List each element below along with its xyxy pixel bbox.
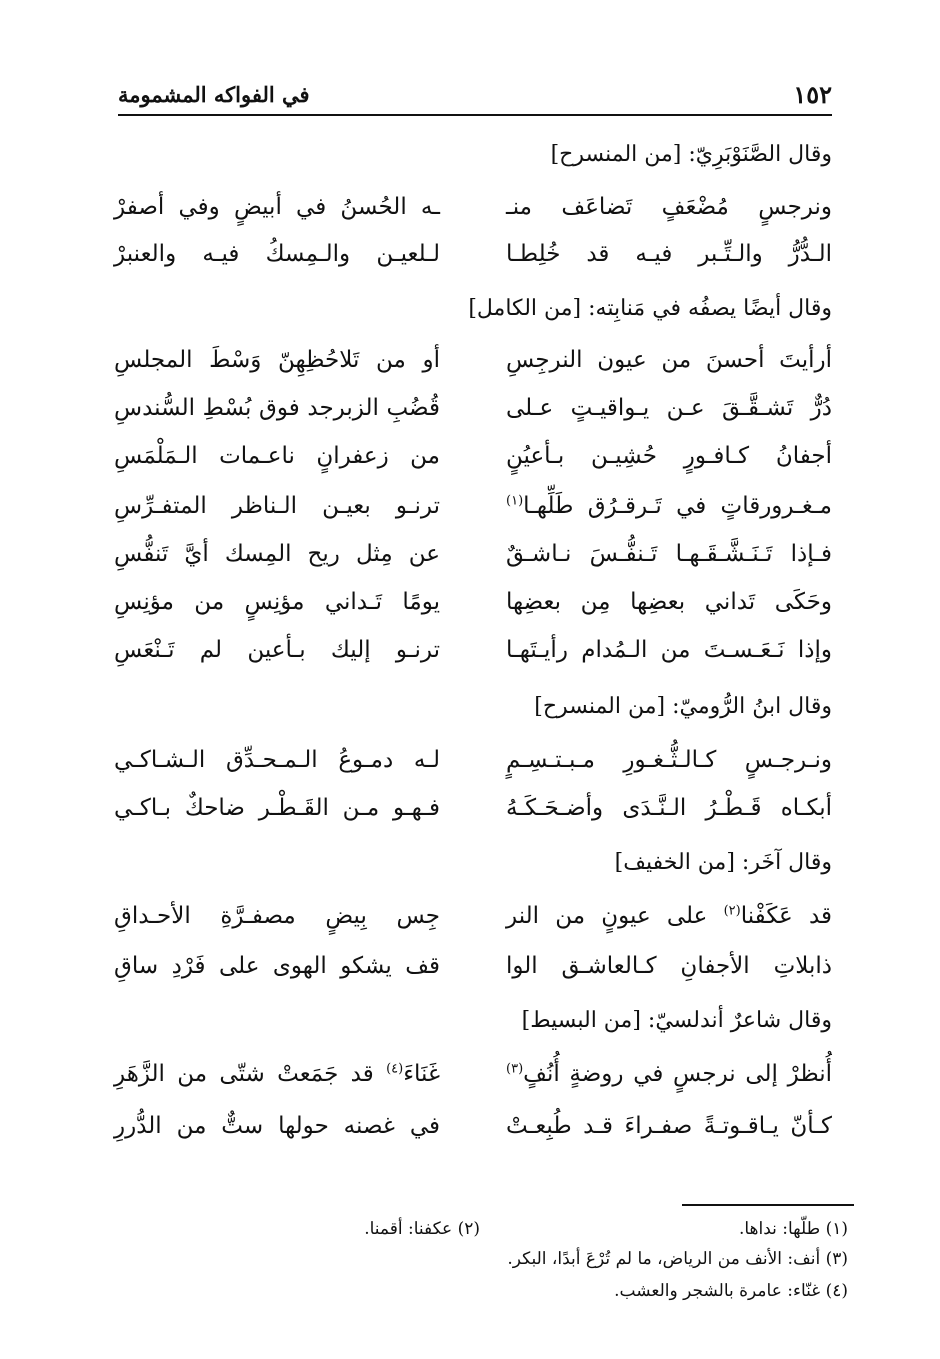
first-hemistich: فـإذا تَـنَـشَّـقَـهـا تَـنفُّـسَ نـاشـقٌ [506, 541, 832, 567]
first-hemistich: ونـرجـسٍ كـالـثُّـغـورِ مـبـتـسِـمٍ [506, 747, 832, 773]
first-hemistich: أبكـاه قَـطْـرُ الـنَّـدَى وأضـحَـكَـهُ [506, 795, 832, 821]
verse-line [0, 944, 940, 988]
first-hemistich [506, 1052, 832, 1096]
page-number: ١٥٢ [793, 79, 832, 109]
second-hemistich: عن مِثل ريح المِسك أيَّ تَنفُّسِ [114, 541, 440, 567]
first-hemistich: وحَكَى تَداني بعضِها مِن بعضِها [506, 589, 832, 615]
second-hemistich [114, 1052, 440, 1096]
verse-line [0, 484, 940, 528]
running-title: في الفواكه المشمومة [118, 81, 310, 107]
footnote-marker[interactable]: (٢) [723, 903, 741, 919]
first-hemistich: ذابلاتِ الأجفانِ كـالعاشـق الوا [506, 953, 832, 979]
verse-line [0, 1104, 940, 1148]
first-hemistich: أجفانُ كـافـورٍ حُشِيـن بـأعيُنٍ [506, 443, 832, 469]
first-hemistich: أرأيتَ أحسنَ من عيون النرجِسِ [506, 347, 832, 373]
verse-line [0, 628, 940, 672]
footnote-3: (٣) أنف: الأنف من الرياض، ما لم تُرْعَ أبدًا، البكر. [507, 1249, 848, 1269]
second-hemistich: ـه الحُسنُ في أبيضٍ وفي أصفرْ [114, 194, 440, 220]
poem-intro: وقال آخَر: [من الخفيف] [614, 850, 832, 875]
verse-line [0, 434, 940, 478]
hemistich-text: غَنَاءَ$^{(٤)}$ قد جَمَعتْ شتّى من الزَّهَرِ [114, 1061, 440, 1087]
footnote-marker[interactable]: (٤) [386, 1061, 404, 1077]
first-hemistich [506, 484, 832, 528]
second-hemistich: قف يشكو الهوى على فَرْدِ ساقِ [114, 953, 440, 979]
poem-intro: وقال شاعرٌ أندلسيّ: [من البسيط] [521, 1008, 832, 1033]
first-hemistich: الـدُّرُّ والـتِّـبر فيـه قد خُلِطـا [506, 241, 832, 267]
first-hemistich [506, 894, 832, 938]
verse-line [0, 738, 940, 782]
verse-line [0, 532, 940, 576]
footnote-4: (٤) غنّاء: عامرة بالشجر والعشب. [614, 1281, 848, 1301]
poem-intro: وقال ابنُ الرُّوميّ: [من المنسرح] [534, 694, 832, 719]
second-hemistich: ترنـو إليك بـأعين لم تَـنْعَسِ [114, 637, 440, 663]
footnote-1: (١) طلّها: نداها. [738, 1219, 848, 1239]
second-hemistich: في غصنه حولها ستٌّ من الدُّررِ [114, 1113, 440, 1139]
verse-line [0, 386, 940, 430]
second-hemistich: لـه دمـوعُ الـمـحـدِّق الـشـاكـي [114, 747, 440, 773]
hemistich-text: أُنظرْ إلى نرجسٍ في روضةٍ أُنُفٍ [523, 1061, 832, 1087]
second-hemistich: قُضُبِ الزبرجد فوق بُسْطِ السُّندسِ [114, 395, 440, 421]
second-hemistich: ترنـو بعيـن الـناظر المتفـرِّسِ [114, 493, 440, 519]
verse-line [0, 894, 940, 938]
verse-line [0, 580, 940, 624]
verse-line [0, 1052, 940, 1096]
first-hemistich: كـأنّ يـاقـوتـةً صفـراءَ قـد طُبِعـتْ [506, 1113, 832, 1139]
second-hemistich: لـلعيـن والـمِسكُ فيـه والعنبرْ [114, 241, 440, 267]
poem-intro: وقال الصَّنَوْبَرِيّ: [من المنسرح] [550, 142, 832, 167]
verse-line [0, 185, 940, 229]
verse-line [0, 232, 940, 276]
second-hemistich: من زعفرانٍ ناعـمات الـمَلْمَسِ [114, 443, 440, 469]
second-hemistich: أو من تَلاحُظِهِنّ وَسْطَ المجلسِ [114, 347, 440, 373]
hemistich-text: مـغـرورقاتٍ في تَـرقـرُق طَلِّهـا [523, 493, 832, 519]
second-hemistich: فـهـو مـن القَـطْـر ضاحكٌ بـاكـي [114, 795, 440, 821]
footnote-marker[interactable]: (١) [506, 493, 524, 509]
verse-line [0, 786, 940, 830]
hemistich-text: قد عَكَفْنا$^{(٢)}$ على عيونٍ من النر [506, 903, 833, 929]
footnote-separator [682, 1204, 854, 1206]
footnote-2: (٢) عكفنا: أقمنا. [364, 1219, 480, 1239]
second-hemistich: جِس بِيضٍ مصفـرَّةِ الأحـداقِ [114, 903, 440, 929]
verse-line [0, 338, 940, 382]
first-hemistich: ونرجسٍ مُضْعَفٍ تَضاعَف منـ [506, 194, 832, 220]
first-hemistich: دُرٌّ تَشـقَّـقَ عـن يـواقيـتٍ عـلى [506, 395, 832, 421]
footnote-marker[interactable]: (٣) [506, 1061, 524, 1077]
page-header [118, 74, 832, 116]
poem-intro: وقال أيضًا يصفُه في مَنابِته: [من الكامل] [468, 296, 832, 321]
first-hemistich: وإذا نَـعَـسـتَ من الـمُدام رأيـتَهـا [506, 637, 832, 663]
second-hemistich: يومًا تَـداني مؤنِسٍ من مؤنِسِ [114, 589, 440, 615]
